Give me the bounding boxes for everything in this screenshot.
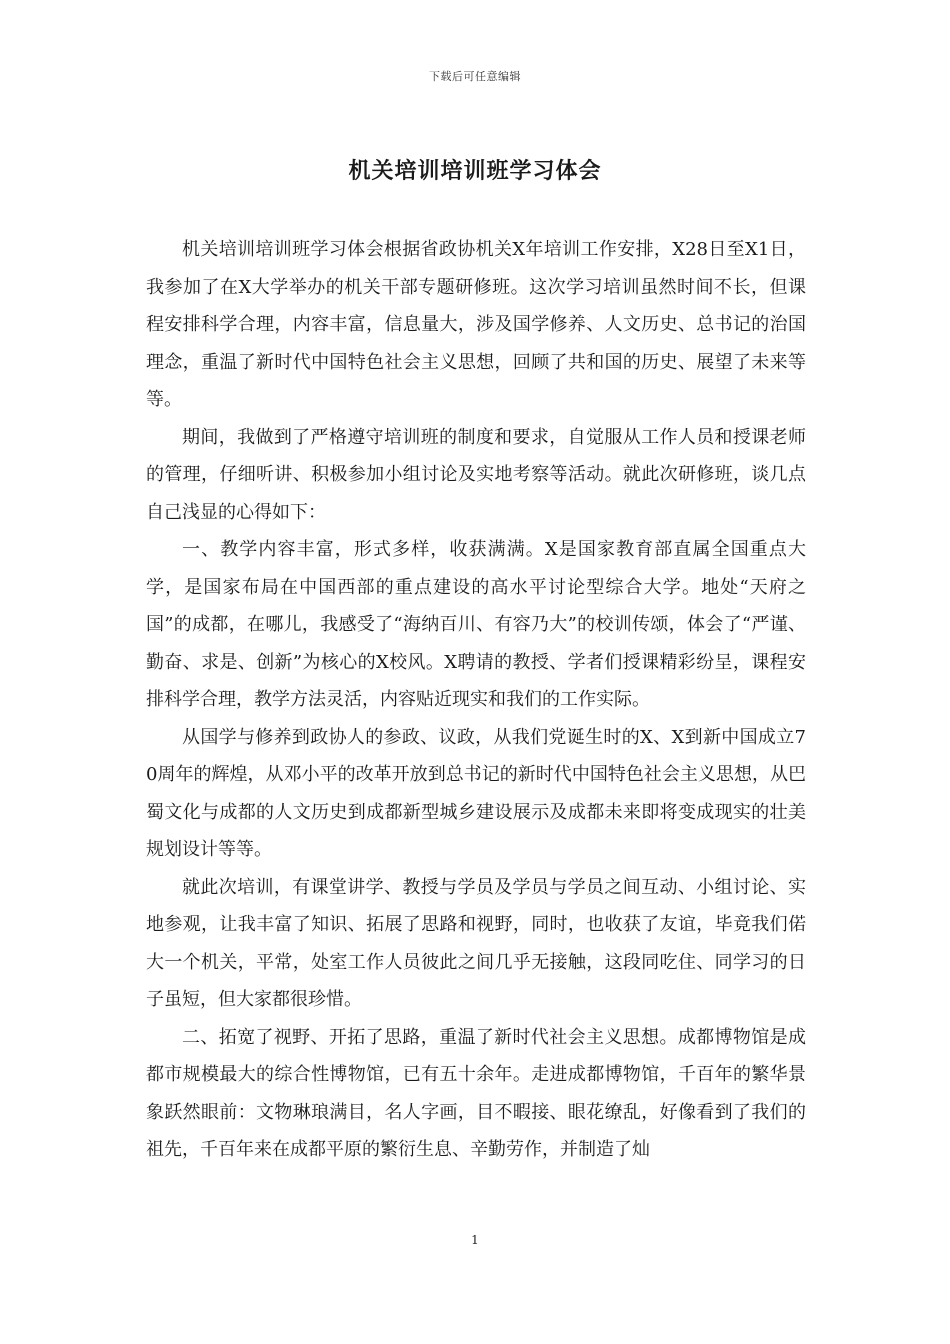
page-header-note: 下载后可任意编辑 xyxy=(429,70,521,83)
paragraph: 期间，我做到了严格遵守培训班的制度和要求，自觉服从工作人员和授课老师的管理，仔细听讲、积极参加小组讨论及实地考察等活动。就此次研修班，谈几点自己浅显的心得如下： xyxy=(146,426,806,523)
paragraph: 机关培训培训班学习体会根据省政协机关X年培训工作安排，X28日至X1日，我参加了在X大学举办的机关干部专题研修班。这次学习培训虽然时间不长，但课程安排科学合理，内容丰富，信息量大，涉及国学修养、人文历史、总书记的治国理念，重温了新时代中国特色社会主义思想，回顾了共和国的历史、展望了未来等等。 xyxy=(146,239,806,410)
paragraph: 一、教学内容丰富，形式多样，收获满满。X是国家教育部直属全国重点大学，是国家布局在中国西部的重点建设的高水平讨论型综合大学。地处“天府之国”的成都，在哪儿，我感受了“海纳百川、有容乃大”的校训传颂，体会了“严谨、勤奋、求是、创新”为核心的X校风。X聘请的教授、学者们授课精彩纷呈，课程安排科学合理，教学方法灵活，内容贴近现实和我们的工作实际。 xyxy=(146,539,806,710)
document-title: 机关培训培训班学习体会 xyxy=(348,158,602,184)
document-body xyxy=(146,231,806,1169)
paragraph: 从国学与修养到政协人的参政、议政，从我们党诞生时的X、X到新中国成立70周年的辉煌，从邓小平的改革开放到总书记的新时代中国特色社会主义思想，从巴蜀文化与成都的人文历史到成都新型城乡建设展示及成都未来即将变成现实的壮美规划设计等等。 xyxy=(146,726,806,860)
paragraph: 就此次培训，有课堂讲学、教授与学员及学员与学员之间互动、小组讨论、实地参观，让我丰富了知识、拓展了思路和视野，同时，也收获了友谊，毕竟我们偌大一个机关，平常，处室工作人员彼此之间几乎无接触，这段同吃住、同学习的日子虽短，但大家都很珍惜。 xyxy=(146,876,806,1010)
page-number: 1 xyxy=(471,1233,479,1247)
paragraph: 二、拓宽了视野、开拓了思路，重温了新时代社会主义思想。成都博物馆是成都市规模最大的综合性博物馆，已有五十余年。走进成都博物馆，千百年的繁华景象跃然眼前：文物琳琅满目，名人字画，目不暇接、眼花缭乱，好像看到了我们的祖先，千百年来在成都平原的繁衍生息、辛勤劳作，并制造了灿 xyxy=(146,1026,806,1160)
